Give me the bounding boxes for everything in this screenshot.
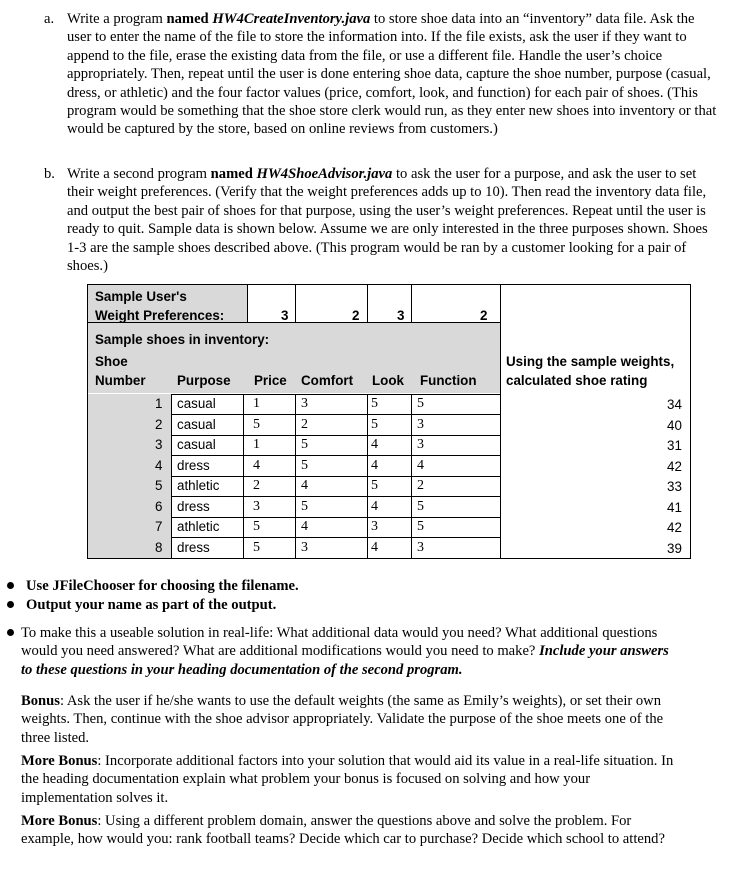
item-a-marker: a. bbox=[44, 11, 55, 27]
realife-questions: To make this a useable solution in real-life: What additional data would you need? What additional questions would you need answered? What are additional modifications would you need to make? bbox=[21, 625, 658, 660]
item-b-marker: b. bbox=[44, 166, 55, 182]
weights-label-line-1: Sample User's bbox=[95, 289, 187, 304]
col-header-comfort: Comfort bbox=[301, 373, 354, 388]
col-header-look: Look bbox=[372, 373, 404, 388]
bullet-icon bbox=[7, 629, 14, 636]
item-a-text-2: to store shoe data into an “inventory” data file. Ask the user to enter the name of the file to store the information into. If the file exists, ask the user if they want to append to the file, erase the existing data from the file, or use a different file. Handle the user’s choice appropriately. Then, repeat until the user is done entering shoe data, capture the shoe number, purpose (casual, dress, or athletic) and the four factor values (price, comfort, look, and function) for each pair of shoes. (This program would be something that the shoe store clerk would run, as they enter new shoes into inventory or that would be captured by the store, based on online reviews from customers.) bbox=[67, 11, 717, 138]
shoe-header-line-1: Shoe bbox=[95, 354, 128, 369]
shoe-look: 4 bbox=[371, 540, 378, 555]
col-header-price: Price bbox=[254, 373, 287, 388]
advisor-program-name: HW4ShoeAdvisor.java bbox=[256, 166, 393, 182]
bullet-icon bbox=[7, 601, 14, 608]
shoe-price: 1 bbox=[253, 396, 260, 411]
shoe-number: 2 bbox=[155, 417, 163, 432]
shoe-look: 5 bbox=[371, 478, 378, 493]
item-b-text-1: Write a second program bbox=[67, 166, 211, 182]
weight-look: 3 bbox=[397, 308, 405, 323]
realife-emphasis: Include your answers to these questions in your heading documentation of the second program. bbox=[21, 643, 669, 678]
shoe-price: 5 bbox=[253, 417, 260, 432]
shoe-rating: 39 bbox=[667, 541, 682, 556]
shoe-header-line-2: Number bbox=[95, 373, 146, 388]
shoe-look: 4 bbox=[371, 499, 378, 514]
item-a-text-1: Write a program bbox=[67, 11, 167, 27]
shoe-purpose: casual bbox=[177, 396, 216, 411]
realife-paragraph bbox=[21, 624, 681, 679]
shoe-price: 4 bbox=[253, 458, 260, 473]
shoe-comfort: 5 bbox=[301, 437, 308, 452]
shoe-rating: 33 bbox=[667, 479, 682, 494]
shoe-comfort: 4 bbox=[301, 478, 308, 493]
inventory-label: Sample shoes in inventory: bbox=[95, 332, 270, 347]
shoe-number: 3 bbox=[155, 437, 163, 452]
inventory-program-name: HW4CreateInventory.java bbox=[212, 11, 371, 27]
shoe-comfort: 3 bbox=[301, 540, 308, 555]
shoe-number: 8 bbox=[155, 540, 163, 555]
shoe-purpose: dress bbox=[177, 458, 210, 473]
shoe-function: 3 bbox=[417, 540, 424, 555]
more-bonus-2-label: More Bonus bbox=[21, 813, 98, 829]
more-bonus-1-text: : Incorporate additional factors into your solution that would aid its value in a real-life situation. In the heading documentation explain what problem your bonus is focused on solving and how your implementation solves it. bbox=[21, 753, 674, 806]
shoe-look: 4 bbox=[371, 458, 378, 473]
item-a-named: named bbox=[166, 11, 213, 27]
shoe-purpose: athletic bbox=[177, 478, 220, 493]
shoe-price: 2 bbox=[253, 478, 260, 493]
shoe-number: 4 bbox=[155, 458, 163, 473]
shoe-inventory-table bbox=[87, 284, 691, 559]
bullet-filechooser: Use JFileChooser for choosing the filename. bbox=[26, 578, 299, 594]
shoe-number: 7 bbox=[155, 519, 163, 534]
rating-header-line-2: calculated shoe rating bbox=[506, 373, 648, 388]
weight-function: 2 bbox=[480, 308, 488, 323]
col-header-purpose: Purpose bbox=[177, 373, 231, 388]
bonus-text: : Ask the user if he/she wants to use the default weights (the same as Emily’s weights), or set their own weights. Then, continue with the shoe advisor appropriately. Validate the purpose of the shoe meets one of the three listed. bbox=[21, 693, 664, 746]
shoe-look: 4 bbox=[371, 437, 378, 452]
shoe-rating: 40 bbox=[667, 418, 682, 433]
item-b-named: named bbox=[210, 166, 257, 182]
shoe-purpose: dress bbox=[177, 540, 210, 555]
item-b-text-2: to ask the user for a purpose, and ask the user to set their weight preferences. (Verify that the weight preferences adds up to 10). Then read the inventory data file, and output the best pair of shoes for that purpose, using the user’s weight preferences. Repeat until the user is ready to quit. Sample data is shown below. Assume we are only interested in the three purposes shown. Shoes 1-3 are the sample shoes described above. (This program would be ran by a customer looking for a pair of shoes.) bbox=[67, 166, 708, 275]
shoe-function: 3 bbox=[417, 417, 424, 432]
shoe-rating: 34 bbox=[667, 397, 682, 412]
more-bonus-2-text: : Using a different problem domain, answer the questions above and solve the problem. For example, how would you: rank football teams? Decide which car to purchase? Decide which school to attend? bbox=[21, 813, 665, 848]
shoe-comfort: 2 bbox=[301, 417, 308, 432]
shoe-price: 5 bbox=[253, 519, 260, 534]
bullet-output-name: Output your name as part of the output. bbox=[26, 597, 277, 613]
shoe-price: 3 bbox=[253, 499, 260, 514]
shoe-rating: 42 bbox=[667, 520, 682, 535]
shoe-look: 5 bbox=[371, 396, 378, 411]
bonus-label: Bonus bbox=[21, 693, 60, 709]
shoe-function: 5 bbox=[417, 396, 424, 411]
shoe-function: 2 bbox=[417, 478, 424, 493]
shoe-function: 3 bbox=[417, 437, 424, 452]
more-bonus-1-paragraph bbox=[21, 752, 681, 807]
weight-price: 3 bbox=[281, 308, 289, 323]
weights-label-line-2: Weight Preferences: bbox=[95, 308, 225, 323]
shoe-price: 5 bbox=[253, 540, 260, 555]
shoe-comfort: 5 bbox=[301, 499, 308, 514]
shoe-rating: 41 bbox=[667, 500, 682, 515]
shoe-look: 5 bbox=[371, 417, 378, 432]
shoe-purpose: athletic bbox=[177, 519, 220, 534]
item-b-paragraph bbox=[67, 165, 722, 275]
shoe-comfort: 4 bbox=[301, 519, 308, 534]
shoe-number: 1 bbox=[155, 396, 163, 411]
shoe-look: 3 bbox=[371, 519, 378, 534]
more-bonus-1-label: More Bonus bbox=[21, 753, 98, 769]
bonus-paragraph bbox=[21, 692, 681, 747]
shoe-number: 6 bbox=[155, 499, 163, 514]
bullet-icon bbox=[7, 582, 14, 589]
shoe-function: 4 bbox=[417, 458, 424, 473]
shoe-function: 5 bbox=[417, 499, 424, 514]
shoe-comfort: 3 bbox=[301, 396, 308, 411]
shoe-purpose: casual bbox=[177, 417, 216, 432]
col-header-function: Function bbox=[420, 373, 477, 388]
shoe-rating: 42 bbox=[667, 459, 682, 474]
shoe-purpose: casual bbox=[177, 437, 216, 452]
more-bonus-2-paragraph bbox=[21, 812, 681, 849]
shoe-price: 1 bbox=[253, 437, 260, 452]
item-a-paragraph bbox=[67, 10, 722, 139]
shoe-comfort: 5 bbox=[301, 458, 308, 473]
shoe-purpose: dress bbox=[177, 499, 210, 514]
shoe-function: 5 bbox=[417, 519, 424, 534]
shoe-rating: 31 bbox=[667, 438, 682, 453]
shoe-number: 5 bbox=[155, 478, 163, 493]
weight-comfort: 2 bbox=[352, 308, 360, 323]
rating-header-line-1: Using the sample weights, bbox=[506, 354, 675, 369]
